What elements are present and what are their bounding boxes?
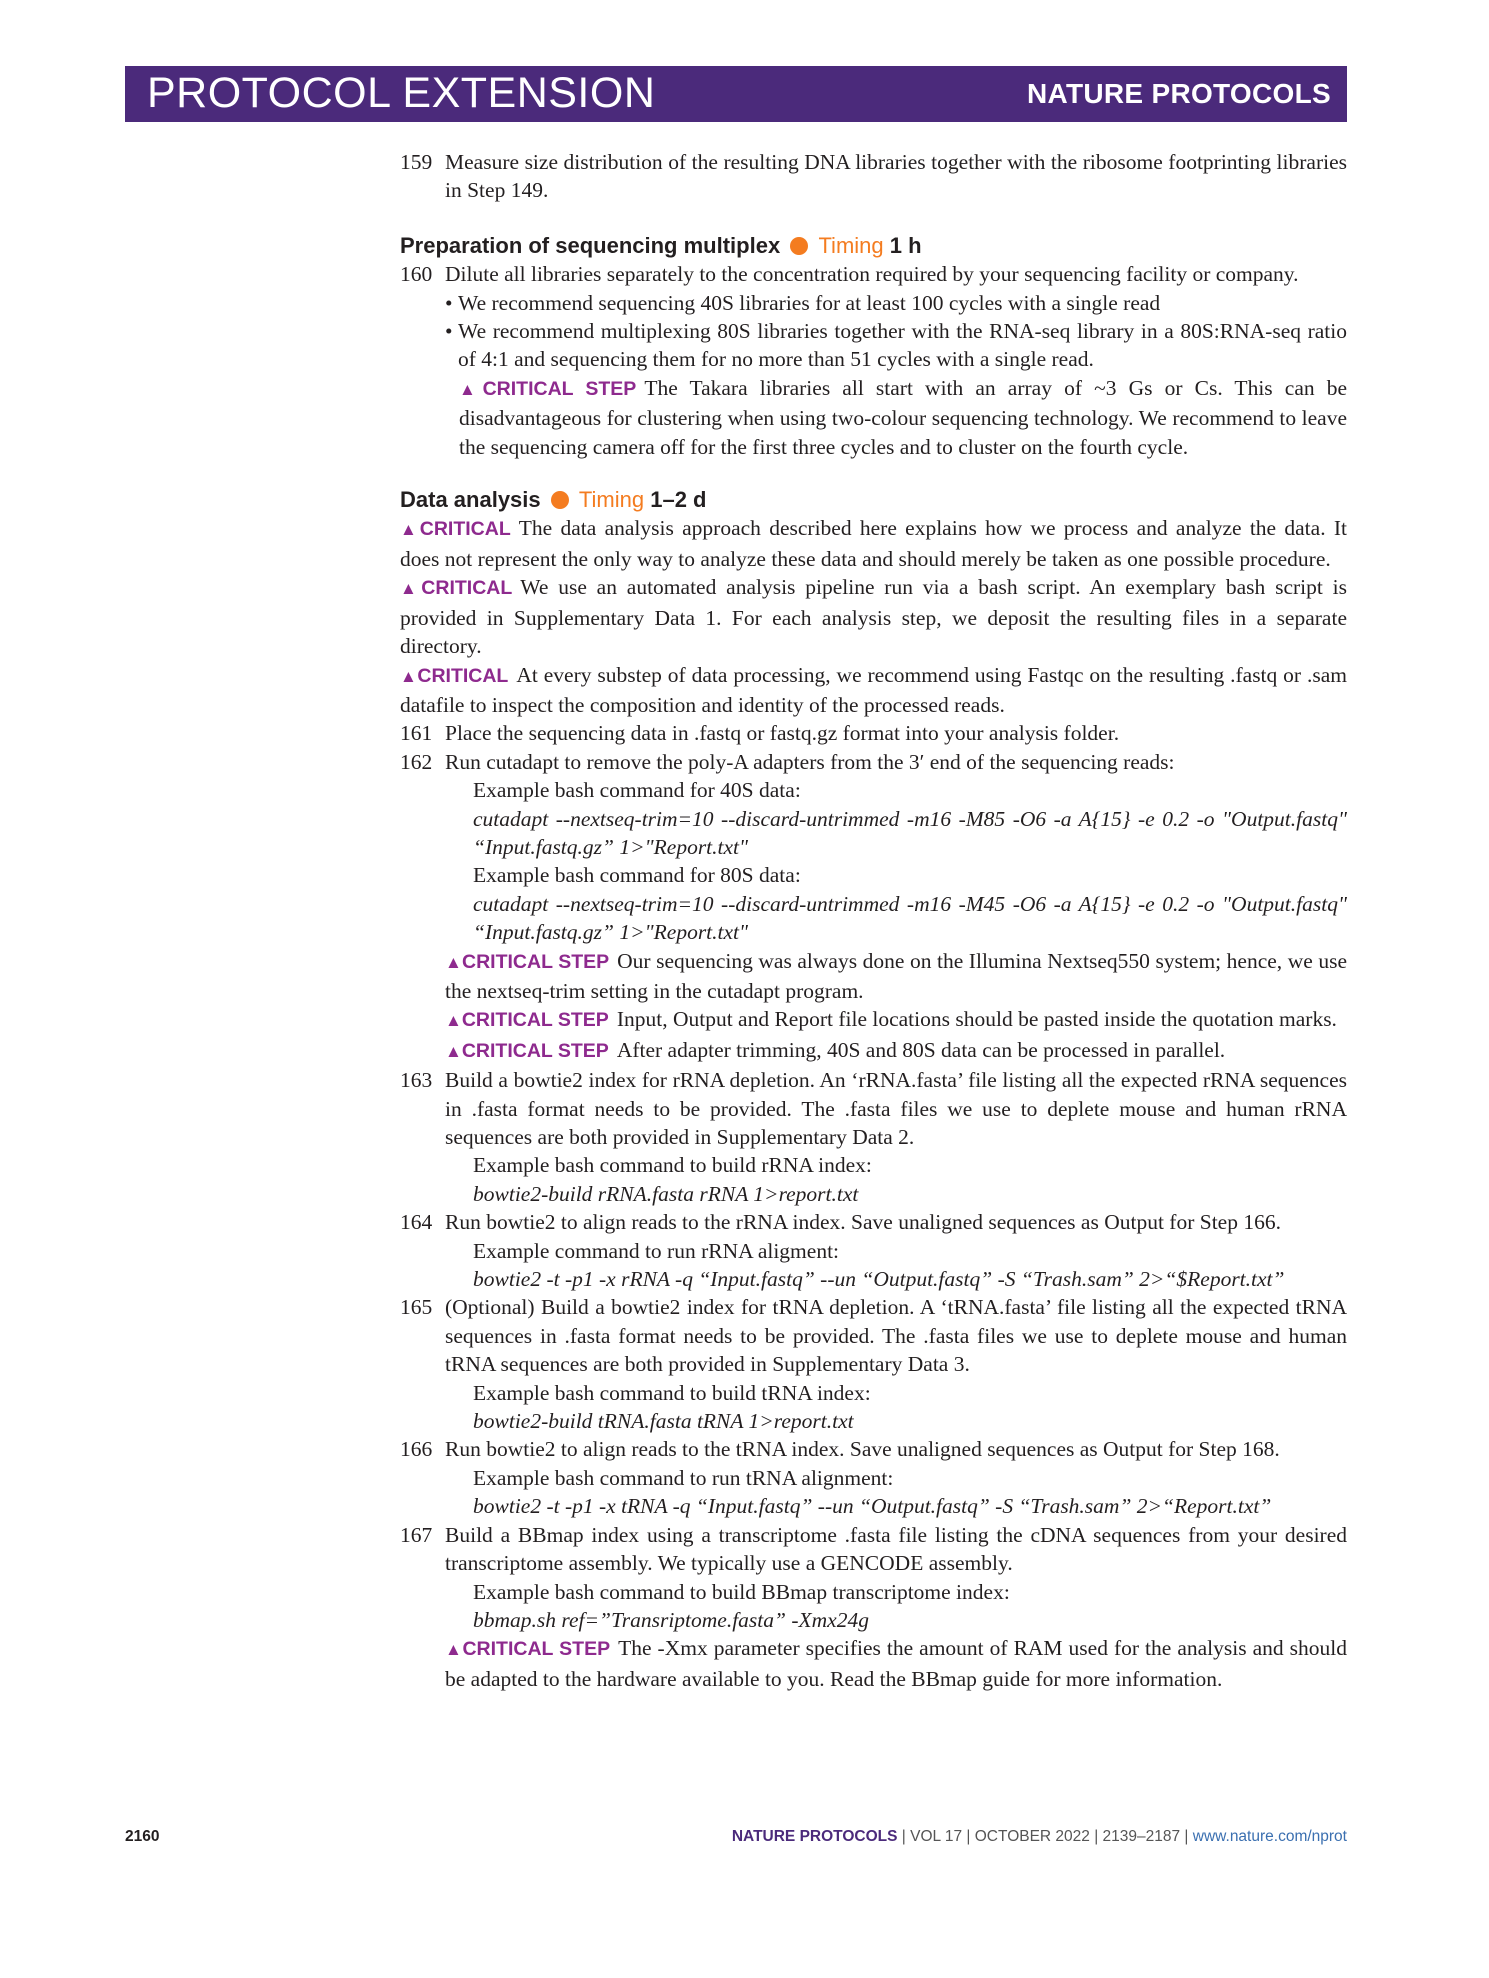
bullet-list xyxy=(445,289,1347,374)
critical-step-label: ▲CRITICAL STEP xyxy=(445,1039,609,1062)
step-number: 159 xyxy=(400,150,433,174)
step-164 xyxy=(400,1208,1347,1236)
heading-title: Preparation of sequencing multiplex xyxy=(400,232,781,258)
example-label: Example bash command to run tRNA alignment: xyxy=(473,1465,894,1490)
critical-step-note: ▲CRITICAL STEP The Takara libraries all start with an array of ~3 Gs or Cs. This can be disadvantageous for clustering when using two-colour sequencing technology. We recommend to leave the sequencing camera off for the first three cycles and to cluster on the fourth cycle. xyxy=(459,375,1348,459)
footer-journal: NATURE PROTOCOLS xyxy=(731,1828,898,1845)
timing-value: 1–2 d xyxy=(650,487,707,513)
critical-step-note: ▲CRITICAL STEP Our sequencing was always done on the Illumina Nextseq550 system; hence, we use the nextseq-trim setting in the cutadapt program. xyxy=(445,948,1347,1003)
step-167 xyxy=(400,1521,1347,1578)
critical-step-label: ▲CRITICAL STEP xyxy=(445,950,610,973)
critical-step-label: ▲CRITICAL STEP xyxy=(445,1009,609,1032)
example-code: bbmap.sh ref=”Transriptome.fasta” -Xmx24g xyxy=(473,1607,869,1632)
step-number: 160 xyxy=(400,262,433,287)
example-label: Example command to run rRNA aligment: xyxy=(473,1238,840,1263)
example-label: Example bash command to build tRNA index: xyxy=(473,1380,871,1405)
timing-label: Timing xyxy=(818,232,884,258)
example-code: cutadapt --nextseq-trim=10 --discard-untrimmed -m16 -M85 -O6 -a A{15} -e 0.2 -o "Output.fastq" “Input.fastq.gz” 1>"Report.txt" xyxy=(473,806,1347,859)
timing-dot-icon xyxy=(790,237,808,255)
section-title: PROTOCOL EXTENSION xyxy=(147,69,656,117)
page-number: 2160 xyxy=(125,1828,160,1845)
step-text: Run cutadapt to remove the poly-A adapters from the 3′ end of the sequencing reads: xyxy=(445,749,1175,774)
warning-triangle-icon: ▲ xyxy=(445,1640,463,1660)
step-number: 166 xyxy=(400,1437,433,1462)
critical-step-note: ▲CRITICAL STEP The -Xmx parameter specifies the amount of RAM used for the analysis and should be adapted to the hardware available to you. Read the BBmap guide for more information. xyxy=(445,1636,1348,1691)
footer-citation: | VOL 17 | OCTOBER 2022 | 2139–2187 | xyxy=(901,1828,1189,1845)
warning-triangle-icon: ▲ xyxy=(400,520,420,540)
critical-note: ▲CRITICAL The data analysis approach described here explains how we process and analyze the data. It does not represent the only way to analyze these data and should merely be taken as one possible procedure. xyxy=(400,516,1348,571)
critical-note: ▲CRITICAL We use an automated analysis pipeline run via a bash script. An exemplary bash script is provided in Supplementary Data 1. For each analysis step, we deposit the resulting files in a separate directory. xyxy=(400,575,1348,659)
example-code: bowtie2 -t -p1 -x rRNA -q “Input.fastq” --un “Output.fastq” -S “Trash.sam” 2>“$Report.txt” xyxy=(473,1267,1285,1292)
step-number: 164 xyxy=(400,1210,433,1235)
critical-note: ▲CRITICAL At every substep of data processing, we recommend using Fastqc on the resulting .fastq or .sam datafile to inspect the composition and identity of the processed reads. xyxy=(400,662,1347,717)
warning-triangle-icon: ▲ xyxy=(400,579,422,599)
example-label: Example bash command to build rRNA index: xyxy=(473,1153,872,1178)
step-number: 162 xyxy=(400,749,433,774)
bullet-icon: • xyxy=(445,290,453,315)
step-text: Run bowtie2 to align reads to the tRNA index. Save unaligned sequences as Output for Step 168. xyxy=(445,1437,1280,1462)
journal-url-link[interactable]: www.nature.com/nprot xyxy=(1192,1828,1347,1845)
section-heading-analysis xyxy=(400,486,1347,514)
list-item: • We recommend sequencing 40S libraries for at least 100 cycles with a single read xyxy=(445,289,1347,317)
example-label: Example bash command for 80S data: xyxy=(473,863,801,888)
example-label: Example bash command to build BBmap transcriptome index: xyxy=(473,1579,1010,1604)
warning-triangle-icon: ▲ xyxy=(459,379,483,399)
step-162 xyxy=(400,748,1347,776)
step-text: Place the sequencing data in .fastq or fastq.gz format into your analysis folder. xyxy=(445,721,1120,746)
example-code: cutadapt --nextseq-trim=10 --discard-untrimmed -m16 -M45 -O6 -a A{15} -e 0.2 -o "Output.fastq" “Input.fastq.gz” 1>"Report.txt" xyxy=(473,891,1347,945)
step-number: 163 xyxy=(400,1068,433,1093)
step-number: 161 xyxy=(400,721,433,746)
step-159 xyxy=(400,148,1347,205)
critical-label: ▲CRITICAL xyxy=(400,577,513,600)
example-code: bowtie2 -t -p1 -x tRNA -q “Input.fastq” --un “Output.fastq” -S “Trash.sam” 2>“Report.txt” xyxy=(473,1494,1272,1519)
step-number: 165 xyxy=(400,1295,433,1320)
section-heading-multiplex xyxy=(400,232,1347,260)
section-banner xyxy=(125,66,1347,122)
step-165 xyxy=(400,1293,1347,1378)
citation-line xyxy=(732,1828,1347,1846)
timing-dot-icon xyxy=(551,491,569,509)
step-text: Build a bowtie2 index for rRNA depletion. An ‘rRNA.fasta’ file listing all the expected rRNA sequences in .fasta format needs to be provided. The .fasta files we use to deplete mouse and human rRNA sequences are both provided in Supplementary Data 2. xyxy=(445,1068,1347,1149)
critical-step-label: ▲CRITICAL STEP xyxy=(459,377,637,400)
step-text: Build a BBmap index using a transcriptome .fasta file listing the cDNA sequences from your desired transcriptome assembly. We typically use a GENCODE assembly. xyxy=(445,1522,1347,1576)
step-166 xyxy=(400,1435,1347,1463)
critical-label: ▲CRITICAL xyxy=(400,518,511,541)
critical-step-label: ▲CRITICAL STEP xyxy=(445,1638,611,1661)
example-code: bowtie2-build rRNA.fasta rRNA 1>report.txt xyxy=(473,1181,859,1206)
critical-label: ▲CRITICAL xyxy=(400,664,509,687)
timing-label: Timing xyxy=(578,487,645,513)
bullet-icon: • xyxy=(445,319,453,344)
heading-title: Data analysis xyxy=(400,487,541,513)
step-161 xyxy=(400,719,1347,747)
step-160 xyxy=(400,260,1347,288)
journal-name: NATURE PROTOCOLS xyxy=(1027,78,1331,109)
warning-triangle-icon: ▲ xyxy=(445,952,462,972)
warning-triangle-icon: ▲ xyxy=(445,1011,462,1031)
article-body xyxy=(400,148,1347,1693)
step-163 xyxy=(400,1066,1347,1151)
example-label: Example bash command for 40S data: xyxy=(473,778,801,803)
example-code: bowtie2-build tRNA.fasta tRNA 1>report.txt xyxy=(473,1409,854,1434)
step-text: Run bowtie2 to align reads to the rRNA index. Save unaligned sequences as Output for Step 166. xyxy=(445,1210,1281,1235)
timing-value: 1 h xyxy=(889,232,922,258)
critical-step-note: ▲CRITICAL STEP After adapter trimming, 40S and 80S data can be processed in parallel. xyxy=(445,1037,1226,1062)
warning-triangle-icon: ▲ xyxy=(445,1041,462,1061)
list-item: • We recommend multiplexing 80S libraries together with the RNA-seq library in a 80S:RNA-seq ratio of 4:1 and sequencing them for no more than 51 cycles with a single read. xyxy=(445,317,1347,374)
step-text: (Optional) Build a bowtie2 index for tRNA depletion. A ‘tRNA.fasta’ file listing all the expected tRNA sequences in .fasta format needs to be provided. The .fasta files we use to deplete mouse and human tRNA sequences are both provided in Supplementary Data 3. xyxy=(445,1295,1347,1377)
step-text: Dilute all libraries separately to the concentration required by your sequencing facility or company. xyxy=(445,262,1299,287)
step-number: 167 xyxy=(400,1522,433,1547)
warning-triangle-icon: ▲ xyxy=(400,666,418,686)
step-text: Measure size distribution of the resulting DNA libraries together with the ribosome footprinting libraries in Step 149. xyxy=(445,150,1347,203)
critical-step-note: ▲CRITICAL STEP Input, Output and Report file locations should be pasted inside the quotation marks. xyxy=(445,1007,1337,1032)
